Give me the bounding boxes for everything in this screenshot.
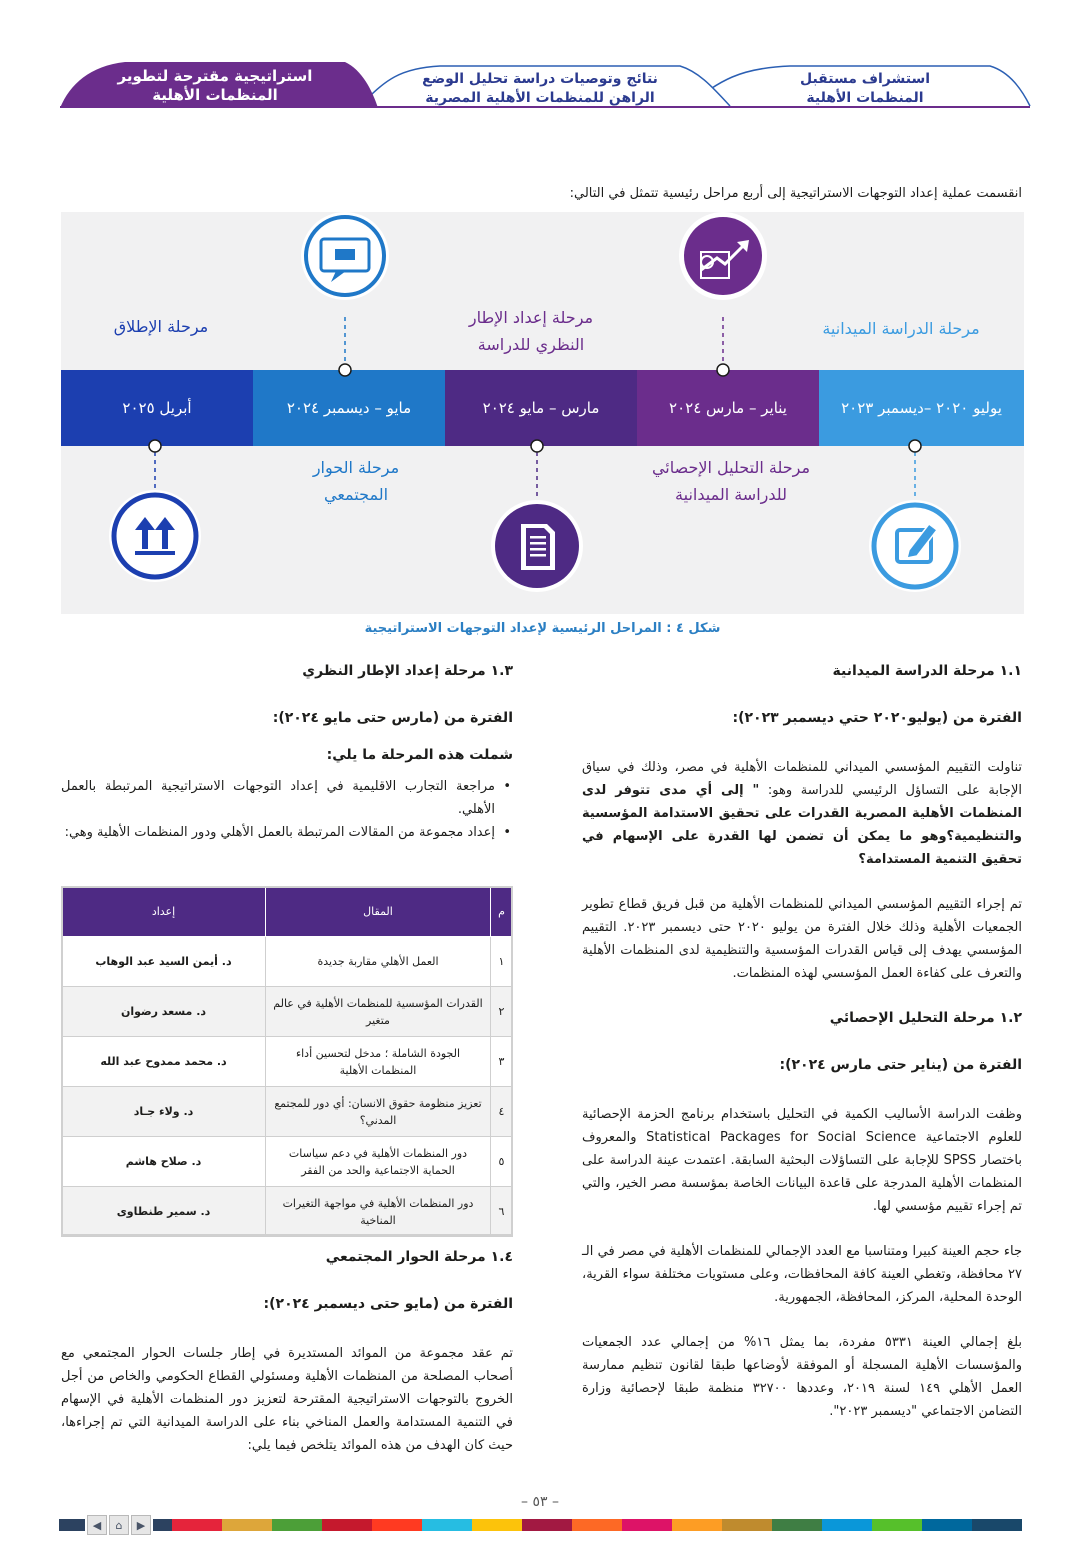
sdg-color-block bbox=[222, 1519, 272, 1531]
header-tabs bbox=[0, 0, 1080, 120]
page-navigation bbox=[59, 1513, 179, 1537]
sdg-color-bar bbox=[172, 1519, 1022, 1531]
table-cell-number: ٣ bbox=[491, 1037, 513, 1087]
left-column bbox=[61, 660, 513, 844]
chat-bubble-icon bbox=[301, 212, 389, 300]
table-cell-number: ١ bbox=[491, 937, 513, 987]
articles-table bbox=[61, 886, 513, 1237]
sdg-color-block bbox=[372, 1519, 422, 1531]
timeline-figure bbox=[61, 212, 1024, 614]
section-1-1-paragraph-2: تم إجراء التقييم المؤسسي الميداني للمنظمات الأهلية من قبل فريق قطاع تطوير الجمعيات الأهلية وذلك خلال الفترة من يوليو ٢٠٢٠ حتى ديسمبر ٢٠٢٣. التقييم المؤسسي يهدف إلى قياس القدرات المؤسسية والتنظيمية لدى المنظمات الأهلية والتعرف على كفاءة العمل المؤسسي لهذه المنظمات. bbox=[582, 897, 1023, 981]
stage-label-launch-line1: مرحلة الإطلاق bbox=[113, 317, 209, 336]
chart-growth-icon bbox=[679, 212, 767, 300]
sdg-color-block bbox=[822, 1519, 872, 1531]
tab-strategy[interactable] bbox=[70, 67, 360, 105]
table-cell-author: د. ولاء جـاد bbox=[62, 1087, 266, 1137]
table-row bbox=[62, 1187, 513, 1237]
segment-dialogue bbox=[253, 370, 445, 446]
home-icon[interactable]: ⌂ bbox=[109, 1515, 129, 1535]
table-cell-author: د. محمد ممدوح عبد الله bbox=[62, 1037, 266, 1087]
sdg-color-block bbox=[672, 1519, 722, 1531]
tab-future-line1: استشراف مستقبل bbox=[799, 71, 931, 87]
stage-label-dialogue bbox=[276, 454, 436, 508]
section-1-3-bullets bbox=[61, 775, 513, 844]
section-1-1-paragraph-1-text: تناولت التقييم المؤسسي الميداني للمنظمات الأهلية في مصر، وذلك في سياق الإجابة على التساؤل الرئيسي للدراسة وهو: bbox=[582, 760, 1022, 798]
section-1-4 bbox=[61, 1246, 513, 1457]
table-header-number: م bbox=[491, 887, 513, 937]
segment-theory bbox=[445, 370, 637, 446]
table-row bbox=[62, 1137, 513, 1187]
table-row bbox=[62, 1087, 513, 1137]
section-1-4-paragraph: تم عقد مجموعة من الموائد المستديرة في إطار جلسات الحوار المجتمعي مع أصحاب المصلحة من المنظمات الأهلية ومسئولي القطاع الحكومي والخاص من أجل الخروج بالتوجهات الاستراتيجية المقترحة لتعزيز دور المنظمات الأهلية في الإسهام في التنمية المستدامة والعمل المناخي بناء على الدراسة الميدانية التي تم إجراءها، حيث كان الهدف من هذه الموائد يتلخص فيما يلي: bbox=[61, 1346, 513, 1453]
segment-theory-label: مارس – مايو ٢٠٢٤ bbox=[482, 399, 600, 417]
section-1-3-period: الفترة من (مارس حتى مايو ٢٠٢٤): bbox=[272, 710, 513, 726]
sdg-color-block bbox=[572, 1519, 622, 1531]
tab-strategy-line2: المنظمات الأهلية bbox=[152, 86, 278, 104]
sdg-color-block bbox=[322, 1519, 372, 1531]
segment-analysis bbox=[637, 370, 819, 446]
sdg-color-block bbox=[922, 1519, 972, 1531]
intro-text: انقسمت عملية إعداد التوجهات الاستراتيجية إلى أربع مراحل رئيسية تتمثل في التالي: bbox=[569, 186, 1022, 201]
segment-field-study-label: يوليو ٢٠٢٠ –ديسمبر ٢٠٢٣ bbox=[841, 399, 1002, 417]
section-1-3-title: ١.٣ مرحلة إعداد الإطار النظري bbox=[302, 663, 513, 679]
table-cell-article: القدرات المؤسسية للمنظمات الأهلية في عالم متغير bbox=[266, 987, 491, 1037]
sdg-color-block bbox=[772, 1519, 822, 1531]
tab-results[interactable] bbox=[385, 70, 695, 108]
table-cell-number: ٦ bbox=[491, 1187, 513, 1237]
stage-label-dialogue-line1: مرحلة الحوار bbox=[312, 458, 400, 477]
stage-label-theory-line2: النظري للدراسة bbox=[477, 335, 585, 354]
table-cell-article: تعزيز منظومة حقوق الانسان: أي دور للمجتمع المدني؟ bbox=[266, 1087, 491, 1137]
section-1-2-paragraph-2: جاء حجم العينة كبيرا ومتناسبا مع العدد الإجمالي للمنظمات الأهلية في مصر في الـ ٢٧ محافظة، وتغطي العينة كافة المحافظات، وعلى مستويات مختلفة سواء القرية، الوحدة المحلية، المركز، المحافظة، الجمهورية. bbox=[582, 1244, 1022, 1305]
previous-page-icon[interactable]: ◀ bbox=[87, 1515, 107, 1535]
table-cell-author: د. صلاح هاشم bbox=[62, 1137, 266, 1187]
table-cell-number: ٢ bbox=[491, 987, 513, 1037]
tab-future[interactable] bbox=[745, 70, 985, 108]
bullet-item: • إعداد مجموعة من المقالات المرتبطة بالعمل الأهلي ودور المنظمات الأهلية وهي: bbox=[61, 821, 513, 844]
table-row bbox=[62, 987, 513, 1037]
figure-caption: شكل ٤ : المراحل الرئيسية لإعداد التوجهات الاستراتيجية bbox=[364, 621, 721, 636]
stage-label-analysis bbox=[621, 454, 841, 508]
upload-arrows-icon bbox=[109, 490, 201, 582]
sdg-color-block bbox=[972, 1519, 1022, 1531]
section-1-4-title: ١.٤ مرحلة الحوار المجتمعي bbox=[325, 1249, 513, 1265]
section-1-2-title: ١.٢ مرحلة التحليل الإحصائي bbox=[829, 1010, 1022, 1026]
sdg-color-block bbox=[872, 1519, 922, 1531]
section-1-1-question: " إلى أي مدى تتوفر لدى المنظمات الأهلية المصرية القدرات على تحقيق الاستدامة المؤسسية والتنظيمية؟وهو ما يمكن أن تضمن لها القدرة على الإسهام في تحقيق التنمية المستدامة؟ bbox=[582, 783, 1022, 867]
nav-block bbox=[59, 1519, 85, 1531]
stage-label-field bbox=[801, 315, 1001, 342]
section-1-1-title: ١.١ مرحلة الدراسة الميدانية bbox=[832, 663, 1022, 679]
section-1-1-period: الفترة من (يوليو٢٠٢٠ حتي ديسمبر ٢٠٢٣): bbox=[732, 710, 1022, 726]
section-1-2-period: الفترة من (يناير حتى مارس ٢٠٢٤): bbox=[779, 1057, 1022, 1073]
sdg-color-block bbox=[272, 1519, 322, 1531]
table-cell-article: دور المنظمات الأهلية في مواجهة التغيرات المناخية bbox=[266, 1187, 491, 1237]
sdg-color-block bbox=[622, 1519, 672, 1531]
segment-dialogue-label: مايو – ديسمبر ٢٠٢٤ bbox=[286, 399, 412, 417]
sdg-color-block bbox=[722, 1519, 772, 1531]
sdg-color-block bbox=[472, 1519, 522, 1531]
table-cell-author: د. مسعد رضوان bbox=[62, 987, 266, 1037]
table-header-author: إعداد bbox=[62, 887, 266, 937]
tab-results-line2: الراهن للمنظمات الأهلية المصرية bbox=[425, 90, 655, 106]
sdg-color-block bbox=[172, 1519, 222, 1531]
edit-document-icon bbox=[869, 500, 961, 592]
table-row bbox=[62, 1037, 513, 1087]
table-cell-article: الجودة الشاملة ؛ مدخل لتحسين أداء المنظمات الأهلية bbox=[266, 1037, 491, 1087]
table-cell-author: د. سمير طنطاوى bbox=[62, 1187, 266, 1237]
section-1-2-paragraph-1: وظفت الدراسة الأساليب الكمية في التحليل باستخدام برنامج الحزمة الإحصائية للعلوم الاجتماعية Statistical Packages for Social Science والمعروف باختصار SPSS للإجابة على التساؤلات البحثية السابقة. اعتمدت عينة الدراسة على المنظمات الأهلية المدرجة على قاعدة البيانات الخاصة بمؤسسة مصر الخير، والتي تم إجراء تقييم مؤسسي لها. bbox=[582, 1107, 1023, 1214]
table-header-article: المقال bbox=[266, 887, 491, 937]
stage-label-theory-line1: مرحلة إعداد الإطار bbox=[468, 308, 594, 327]
stage-label-theory bbox=[431, 304, 631, 358]
segment-field-study bbox=[819, 370, 1024, 446]
section-1-3-intro: شملت هذه المرحلة ما يلي: bbox=[326, 747, 513, 763]
section-1-2-paragraph-3: بلغ إجمالي العينة ٥٣٣١ مفردة، بما يمثل ١٦% من إجمالي عدد الجمعيات والمؤسسات الأهلية المسجلة أو الموفقة لأوضاعها طبقا لقانون تنظيم ممارسة العمل الأهلي ١٤٩ لسنة ٢٠١٩، وعددها ٣٢٧٠٠ منظمة طبقا لإحصائية وزارة التضامن الاجتماعي "ديسمبر ٢٠٢٣". bbox=[582, 1335, 1022, 1419]
table-cell-number: ٥ bbox=[491, 1137, 513, 1187]
bullet-item: • مراجعة التجارب الاقليمية في إعداد التوجهات الاستراتيجية المرتبطة بالعمل الأهلي. bbox=[61, 775, 513, 821]
stage-label-field-line1: مرحلة الدراسة الميدانية bbox=[822, 319, 980, 338]
page-number: – ٥٣ – bbox=[521, 1494, 559, 1510]
table-cell-article: العمل الأهلي مقاربة جديدة bbox=[266, 937, 491, 987]
segment-analysis-label: يناير – مارس ٢٠٢٤ bbox=[669, 399, 787, 417]
right-column bbox=[582, 660, 1022, 1423]
document-list-icon bbox=[491, 500, 583, 592]
tab-results-line1: نتائج وتوصيات دراسة تحليل الوضع bbox=[422, 71, 658, 87]
table-cell-article: دور المنظمات الأهلية في دعم سياسات الحماية الاجتماعية والحد من الفقر bbox=[266, 1137, 491, 1187]
table-header-row bbox=[62, 887, 513, 937]
stage-label-analysis-line2: للدراسة الميدانية bbox=[675, 485, 787, 504]
sdg-color-block bbox=[522, 1519, 572, 1531]
next-page-icon[interactable]: ▶ bbox=[131, 1515, 151, 1535]
stage-label-dialogue-line2: المجتمعي bbox=[323, 485, 389, 504]
tab-strategy-line1: استراتيجية مقترحة لتطوير bbox=[117, 67, 313, 85]
tab-future-line2: المنظمات الأهلية bbox=[806, 90, 924, 106]
table-cell-number: ٤ bbox=[491, 1087, 513, 1137]
section-1-1-paragraph-1 bbox=[582, 756, 1022, 871]
section-1-4-period: الفترة من (مايو حتى ديسمبر ٢٠٢٤): bbox=[263, 1296, 513, 1312]
table-row bbox=[62, 937, 513, 987]
segment-launch bbox=[61, 370, 253, 446]
stage-label-launch bbox=[81, 313, 241, 340]
stage-label-analysis-line1: مرحلة التحليل الإحصائي bbox=[651, 458, 811, 477]
sdg-color-block bbox=[422, 1519, 472, 1531]
segment-launch-label: أبريل ٢٠٢٥ bbox=[122, 399, 192, 417]
table-cell-author: د. أيمن السيد عبد الوهاب bbox=[62, 937, 266, 987]
